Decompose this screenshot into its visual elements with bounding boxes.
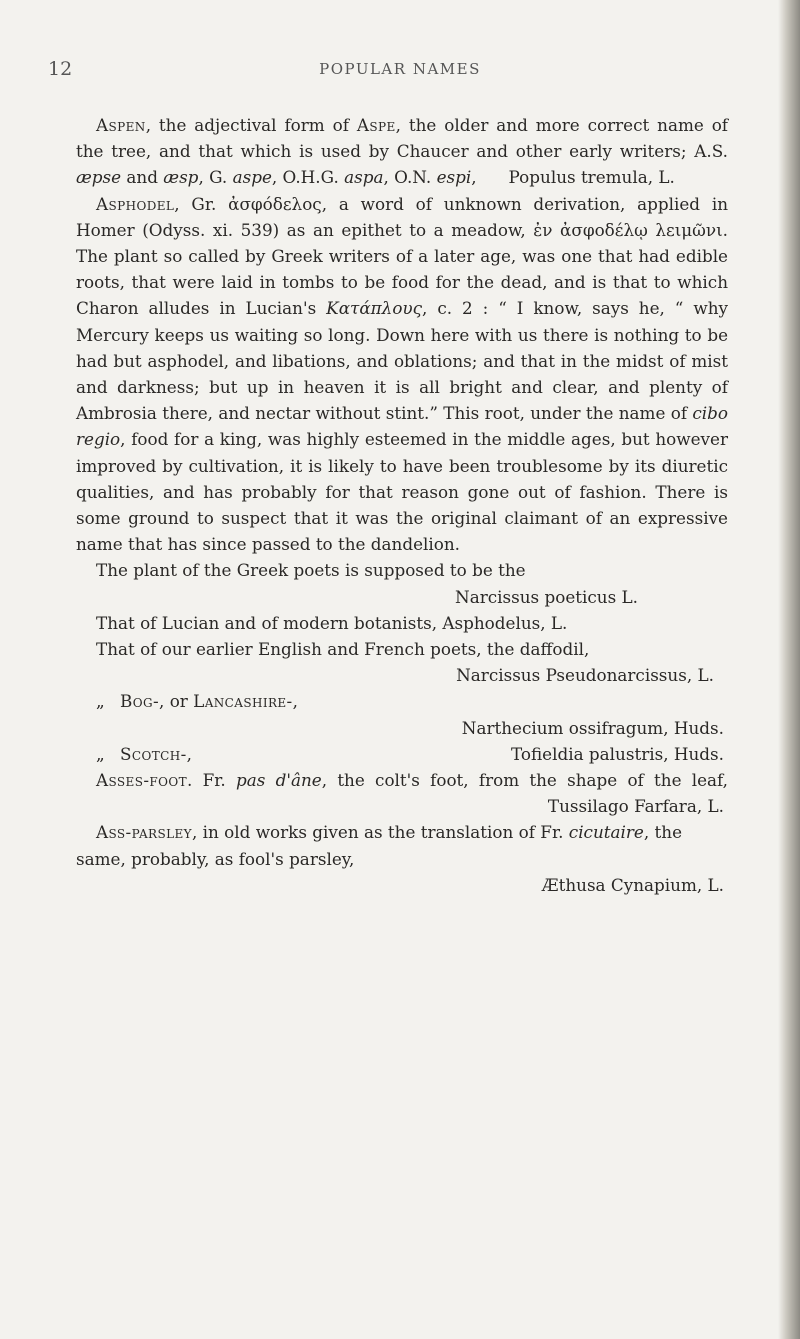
entry-headword: Asses-foot	[96, 770, 188, 791]
italic-term: espi	[436, 167, 472, 188]
botanical-name: Tofieldia palustris, Huds.	[510, 743, 724, 764]
entry-text: , Populus tremula, L.	[471, 167, 675, 188]
entry-aspen	[76, 112, 728, 191]
page-header	[0, 58, 800, 82]
botanical-name: Æthusa Cynapium, L.	[541, 874, 724, 895]
entry-text: , the older and more correct name of the tree, and that which is used by Chaucer and other early writers; A.S.	[76, 115, 729, 162]
entry-text: , the adjectival form of	[145, 115, 357, 135]
italic-term: æsp	[163, 167, 199, 188]
entry-text: That of our earlier English and French poets, the daffodil,	[96, 639, 590, 660]
italic-term: aspe	[232, 167, 272, 188]
entry-greek-poets	[76, 557, 728, 583]
entry-text: , O.N.	[383, 167, 437, 188]
entry-text: The plant of the Greek poets is supposed to be the	[96, 560, 526, 581]
page-body	[76, 112, 728, 898]
entry-text: That of Lucian and of modern botanists, Asphodelus, L.	[96, 612, 568, 633]
entry-asses-foot	[76, 767, 728, 819]
entry-text: and	[121, 167, 164, 188]
entry-text: , the same, probably, as fool's parsley,	[76, 822, 682, 869]
entry-text: , G.	[198, 167, 233, 188]
entry-headword: Bog-	[120, 691, 160, 712]
entry-text: ,	[186, 743, 192, 764]
italic-term: cicutaire	[568, 822, 644, 843]
entry-text: , in old works given as the translation of Fr.	[191, 822, 569, 843]
botanical-name: Narcissus poeticus L.	[455, 586, 638, 607]
botanical-name: Narcissus Pseudonarcissus, L.	[456, 665, 714, 686]
italic-term: æpse	[76, 167, 122, 188]
entry-bog	[76, 688, 728, 714]
page-binding-edge	[778, 0, 800, 1339]
ditto-mark: „	[96, 691, 105, 712]
entry-ass-parsley	[76, 819, 728, 871]
entry-asphodel	[76, 191, 728, 558]
entry-headword: Aspen	[96, 115, 146, 135]
page-number: 12	[48, 58, 73, 80]
entry-text: , the colt's foot, from the shape of the leaf,	[321, 770, 728, 791]
entry-text: , O.H.G.	[271, 167, 345, 188]
entry-text: , or	[159, 691, 194, 712]
entry-headword: Asphodel	[96, 193, 175, 214]
entry-english-poets	[76, 636, 728, 662]
entry-text: ,	[292, 691, 298, 712]
entry-text: , food for a king, was highly esteemed in the middle ages, but however improved by cultivation, it is likely to have been troublesome by its diuretic qualities, and has probably for that reason gone out of fashion. There is some ground to suspect that it was the original claimant of an expressive name that has since passed to the dandelion.	[76, 429, 728, 555]
italic-term: aspa	[344, 167, 384, 188]
botanical-name: Narthecium ossifragum, Huds.	[461, 717, 724, 738]
entry-text: , c. 2 : “ I know, says he, “ why Mercury keeps us waiting so long. Down here with us there is nothing to be had but asphodel, and libations, and oblations; and that in the midst of mist and darkness; but up in heaven it is all bright and clear, and plenty of Ambrosia there, and nectar without stint.” This root, under the name of	[76, 298, 728, 424]
italic-term: pas d'âne	[236, 770, 322, 791]
running-head: POPULAR NAMES	[319, 60, 481, 78]
entry-headword: Lancashire-	[193, 691, 293, 712]
entry-text: , Gr. ἀσφόδελος, a word of unknown derivation, applied in Homer (Odyss. xi. 539) as an epithet to a meadow, ἐν ἀσφοδέλῳ λειμῶνι. The plant so called by Greek writers of a later age, was one that had edible roots, that were laid in tombs to be food for the dead, and is that to which Charon alludes in Lucian's	[76, 193, 728, 319]
italic-term: Κατάπλους	[326, 298, 423, 319]
entry-scotch	[76, 741, 728, 767]
entry-text: . Fr.	[187, 770, 237, 791]
ditto-mark: „	[96, 743, 105, 764]
italic-term: cibo regio	[76, 403, 728, 450]
entry-lucian	[76, 610, 728, 636]
cross-ref-headword: Aspe	[356, 115, 396, 135]
botanical-name: Tussilago Farfara, L.	[547, 796, 724, 817]
entry-headword: Ass-parsley	[96, 822, 192, 843]
entry-headword: Scotch-	[120, 743, 187, 764]
